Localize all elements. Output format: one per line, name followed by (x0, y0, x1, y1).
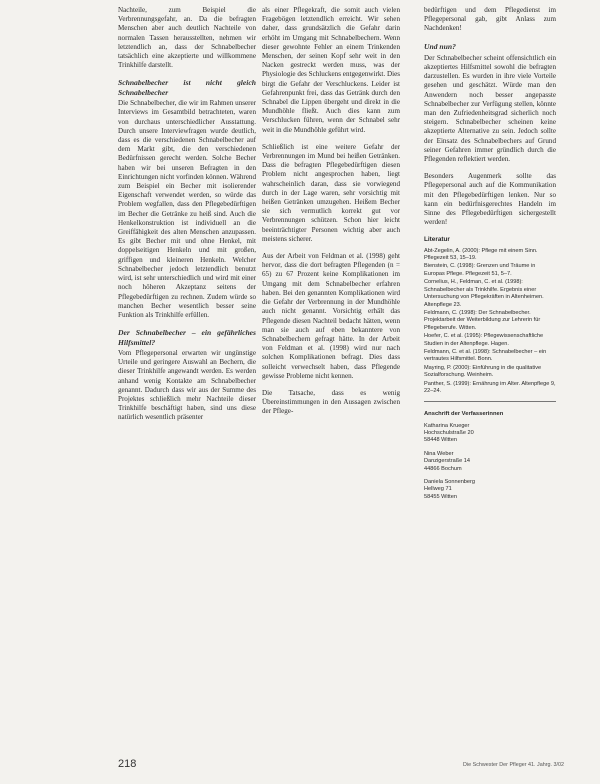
author-street: Danzigerstraße 14 (424, 458, 471, 465)
author-street: Hochschulstraße 20 (424, 430, 474, 436)
author-street: Hellweg 71 (424, 486, 452, 493)
author-city: 58448 Witten (424, 437, 457, 444)
running-footer: Die Schwester Der Pfleger 41. Jahrg. 3/02 (463, 762, 564, 768)
author-name: Daniela Sonnenberg (424, 479, 476, 486)
paragraph: Aus der Arbeit von Feldman et al. (1998) geht hervor, dass die dort befragten Pflegenden (n = 65) zu 67 Prozent keine Komplikationen im Umgang mit dem Schnabelbecher erfahren haben. Bei den genannten Komplikationen wird die Gefahr der Verbrennung in der Mundhöhle auch nicht genannt. Vorsichtig erhält das Pflegende diesen Nachteil bedacht hätten, wenn man sie auch auf eben bekanntere von Schnabelbechern gefragt hätte. In der Arbeit von Feldman et al. (1998) wird nur nach solchen Komplikationen befragt. Dies dass solleicht verwechselt haben, dass Pflegende gewisse Probleme nicht kennen. (262, 252, 400, 380)
literature-entry: Hoefer, C. et al. (1995): Pflegewissenschaftliche Studien in der Altenpflege. Hagen. (424, 333, 544, 347)
text-column-3 (424, 6, 556, 507)
author-city: 58455 Witten (424, 493, 457, 500)
divider (424, 401, 556, 402)
author-name: Katharina Krueger (424, 422, 470, 429)
author-address (424, 479, 556, 501)
paragraph: Vom Pflegepersonal erwarten wir ungünstige Urteile und geringere Auswahl an Bechern, die dieser Trinkhilfe angewandt werden. Es werden anhand wenig Kontakte am Schnabelbecher genannt. Dadurch dass wir aus der Summe des Projektes schließlich mehr Nachteile dieser Trinkhilfe beschäftigt haben, sind uns diese natürlich wesentlich präsenter (118, 348, 256, 422)
section-heading: Und nun? (424, 41, 456, 51)
author-name: Nina Weber (424, 450, 454, 457)
literature-entry: Panther, S. (1999): Ernährung im Alter. Altenpflege 9, 22–24. (424, 380, 556, 394)
literature-entry: Cornelius, H., Feldman, C. et al. (1998): Schnabelbecher als Trinkhilfe. Ergebnis einer Untersuchung von Pflegekräften in Altenheimen. Altenpflege 23. (424, 279, 544, 308)
literature-entry: Feldmann, C. (1998): Der Schnabelbecher. Projektarbeit der Weiterbildung zur Lehrerin für Pflegeberufe. Witten. (424, 309, 541, 331)
text-column-1 (118, 6, 256, 431)
section-heading: Schnabelbecher ist nicht gleich Schnabelbecher (118, 78, 256, 97)
author-address (424, 423, 556, 445)
paragraph: Besonders Augenmerk sollte das Pflegepersonal auch auf die Kommunikation mit den Pflegebedürftigen lenken. Nur so kann ein bedürfnisgerechtes Handeln im Sinne des Pflegebedürftigen sichergestellt werden! (424, 172, 556, 227)
paragraph: Die Schnabelbecher, die wir im Rahmen unserer Interviews im Gesamtbild betrachteten, waren von durchaus unterschiedlicher Ausstattung. Durch unsere Interviewfragen wurde deutlich, dass es die verschiedenen Schnabelbecher auf dem Markt gibt, die den verschiedenen Bedürfnissen gerecht werden. Solche Becher haben wir bei unseren Befragten in den Einrichtungen nicht vorfinden können. Während zum Beispiel ein Becher mit isolierender Eigenschaft verwendet werden, so würde das Problem wegfallen, dass den Pflegebedürftigen im Becher die Getränke zu heiß sind. Auch die Henkelkonstruktion ist individuell an die Greiffähigkeit des alten Menschen anzupassen. Es gibt Becher mit und ohne Henkel, mit doppelseitigen Henkeln und mit großen, griffigen und kleineren Henkeln. Welcher Schnabelbecher jedoch letztendlich benutzt wird, ist sehr unterschiedlich und wird mit einer noch höheren Akzeptanz seitens der Pflegebedürftigen zu rechnen. Zudem würde so manchen Becher wesentlich besser seine Funktion als Trinkhilfe erfüllen. (118, 99, 256, 319)
literature-entry: Mayring, P. (2000): Einführung in die qualitative Sozialforschung. Weinheim. (424, 364, 542, 379)
literature-list (424, 248, 556, 396)
author-address (424, 451, 556, 473)
literature-entry: Feldmann, C. et al. (1998): Schnabelbecher – ein vertrautes Hilfsmittel. Bonn. (424, 348, 547, 363)
paragraph: Der Schnabelbecher scheint offensichtlich ein akzeptiertes Hilfsmittel sowohl die befragten darzustellen. Es wurden in ihre viele Vorteile gesehen und geschätzt. Würde man den Anwendern noch besser angepasste Schnabelbecher zur Verfügung stellen, könnte man den Zufriedenheitsgrad sicherlich noch steigern. Schnabelbecher scheinen keine akzeptierte Alternative zu sein. Jedoch sollte der Einsatz des Schnabelbechers auf Grund seiner Gefahren immer gründlich durch die Pflegenden reflektiert werden. (424, 53, 556, 164)
literature-heading: Literatur (424, 236, 450, 244)
section-heading: Der Schnabelbecher – ein gefährliches Hilfsmittel? (118, 328, 256, 347)
paragraph: Die Tatsache, dass es wenig Übereinstimmungen in den Aussagen zwischen der Pflege- (262, 388, 400, 416)
literature-entry: Bienstein, C. (1998): Grenzen und Träume in Europas Pflege. Pflegezeit 51, 5–7. (424, 263, 536, 277)
page-number: 218 (118, 758, 137, 770)
authors-address-heading: Anschrift der Verfasserinnen (424, 411, 504, 418)
literature-entry: Abt-Zegelin, A. (2000): Pflege mit einem Sinn. Pflegezeit 53, 15–19. (424, 247, 538, 262)
author-city: 44866 Bochum (424, 465, 462, 472)
paragraph: bedürftigen und dem Pflegedienst im Pflegepersonal gab, gibt Anlass zum Nachdenken! (424, 6, 556, 33)
paragraph: als einer Pflegekraft, die somit auch vielen Fragebögen letztendlich erreicht. Wir sehen daher, dass grundsätzlich die Gefahr darin erhöht im Umgang mit Schnabelbechern. Wenn dieser gewohnte Fehler an einem Trinkenden Menschen, der seinen Kopf sehr weit in den Nacken gestreckt werden muss, was der Physiologie des Schluckens entgegenwirkt. Dies birgt die Gefahr der Verschluckens. Leider ist Gefahrenpunkt frei, dass das Getränk durch den Schnabel die Lippen übergeht und direkt in die Mundhöhle fließt. Auch dies kann zum Verschlucken führen, wenn der Schnabel sehr weit in die Mundhöhle geführt wird. (262, 6, 400, 134)
text-column-2 (262, 6, 400, 425)
paragraph: Schließlich ist eine weitere Gefahr der Verbrennungen im Mund bei heißen Getränken. Dass die befragten Pflegebedürftigen diesen Problem nicht angesprochen haben, liegt wahrscheinlich daran, dass sie vorwiegend durch in der Lage waren, sehr vorsichtig mit heißen Getränken umzugehen. Heißem Becher sie sich vermutlich korrekt gut vor Verbrennungen schützen. Schon hier leicht beeinträchtigter Personen wichtig aber auch meistens sicherer. (262, 142, 400, 243)
paragraph: Nachteile, zum Beispiel die Verbrennungsgefahr, an. Da die befragten Menschen aber auch deutlich Nachteile von normalen Tassen herausstellten, nehmen wir letztendlich an, dass der Schnabelbecher tatsächlich eine akzeptierte und willkommene Trinkhilfe darstellt. (118, 6, 256, 70)
